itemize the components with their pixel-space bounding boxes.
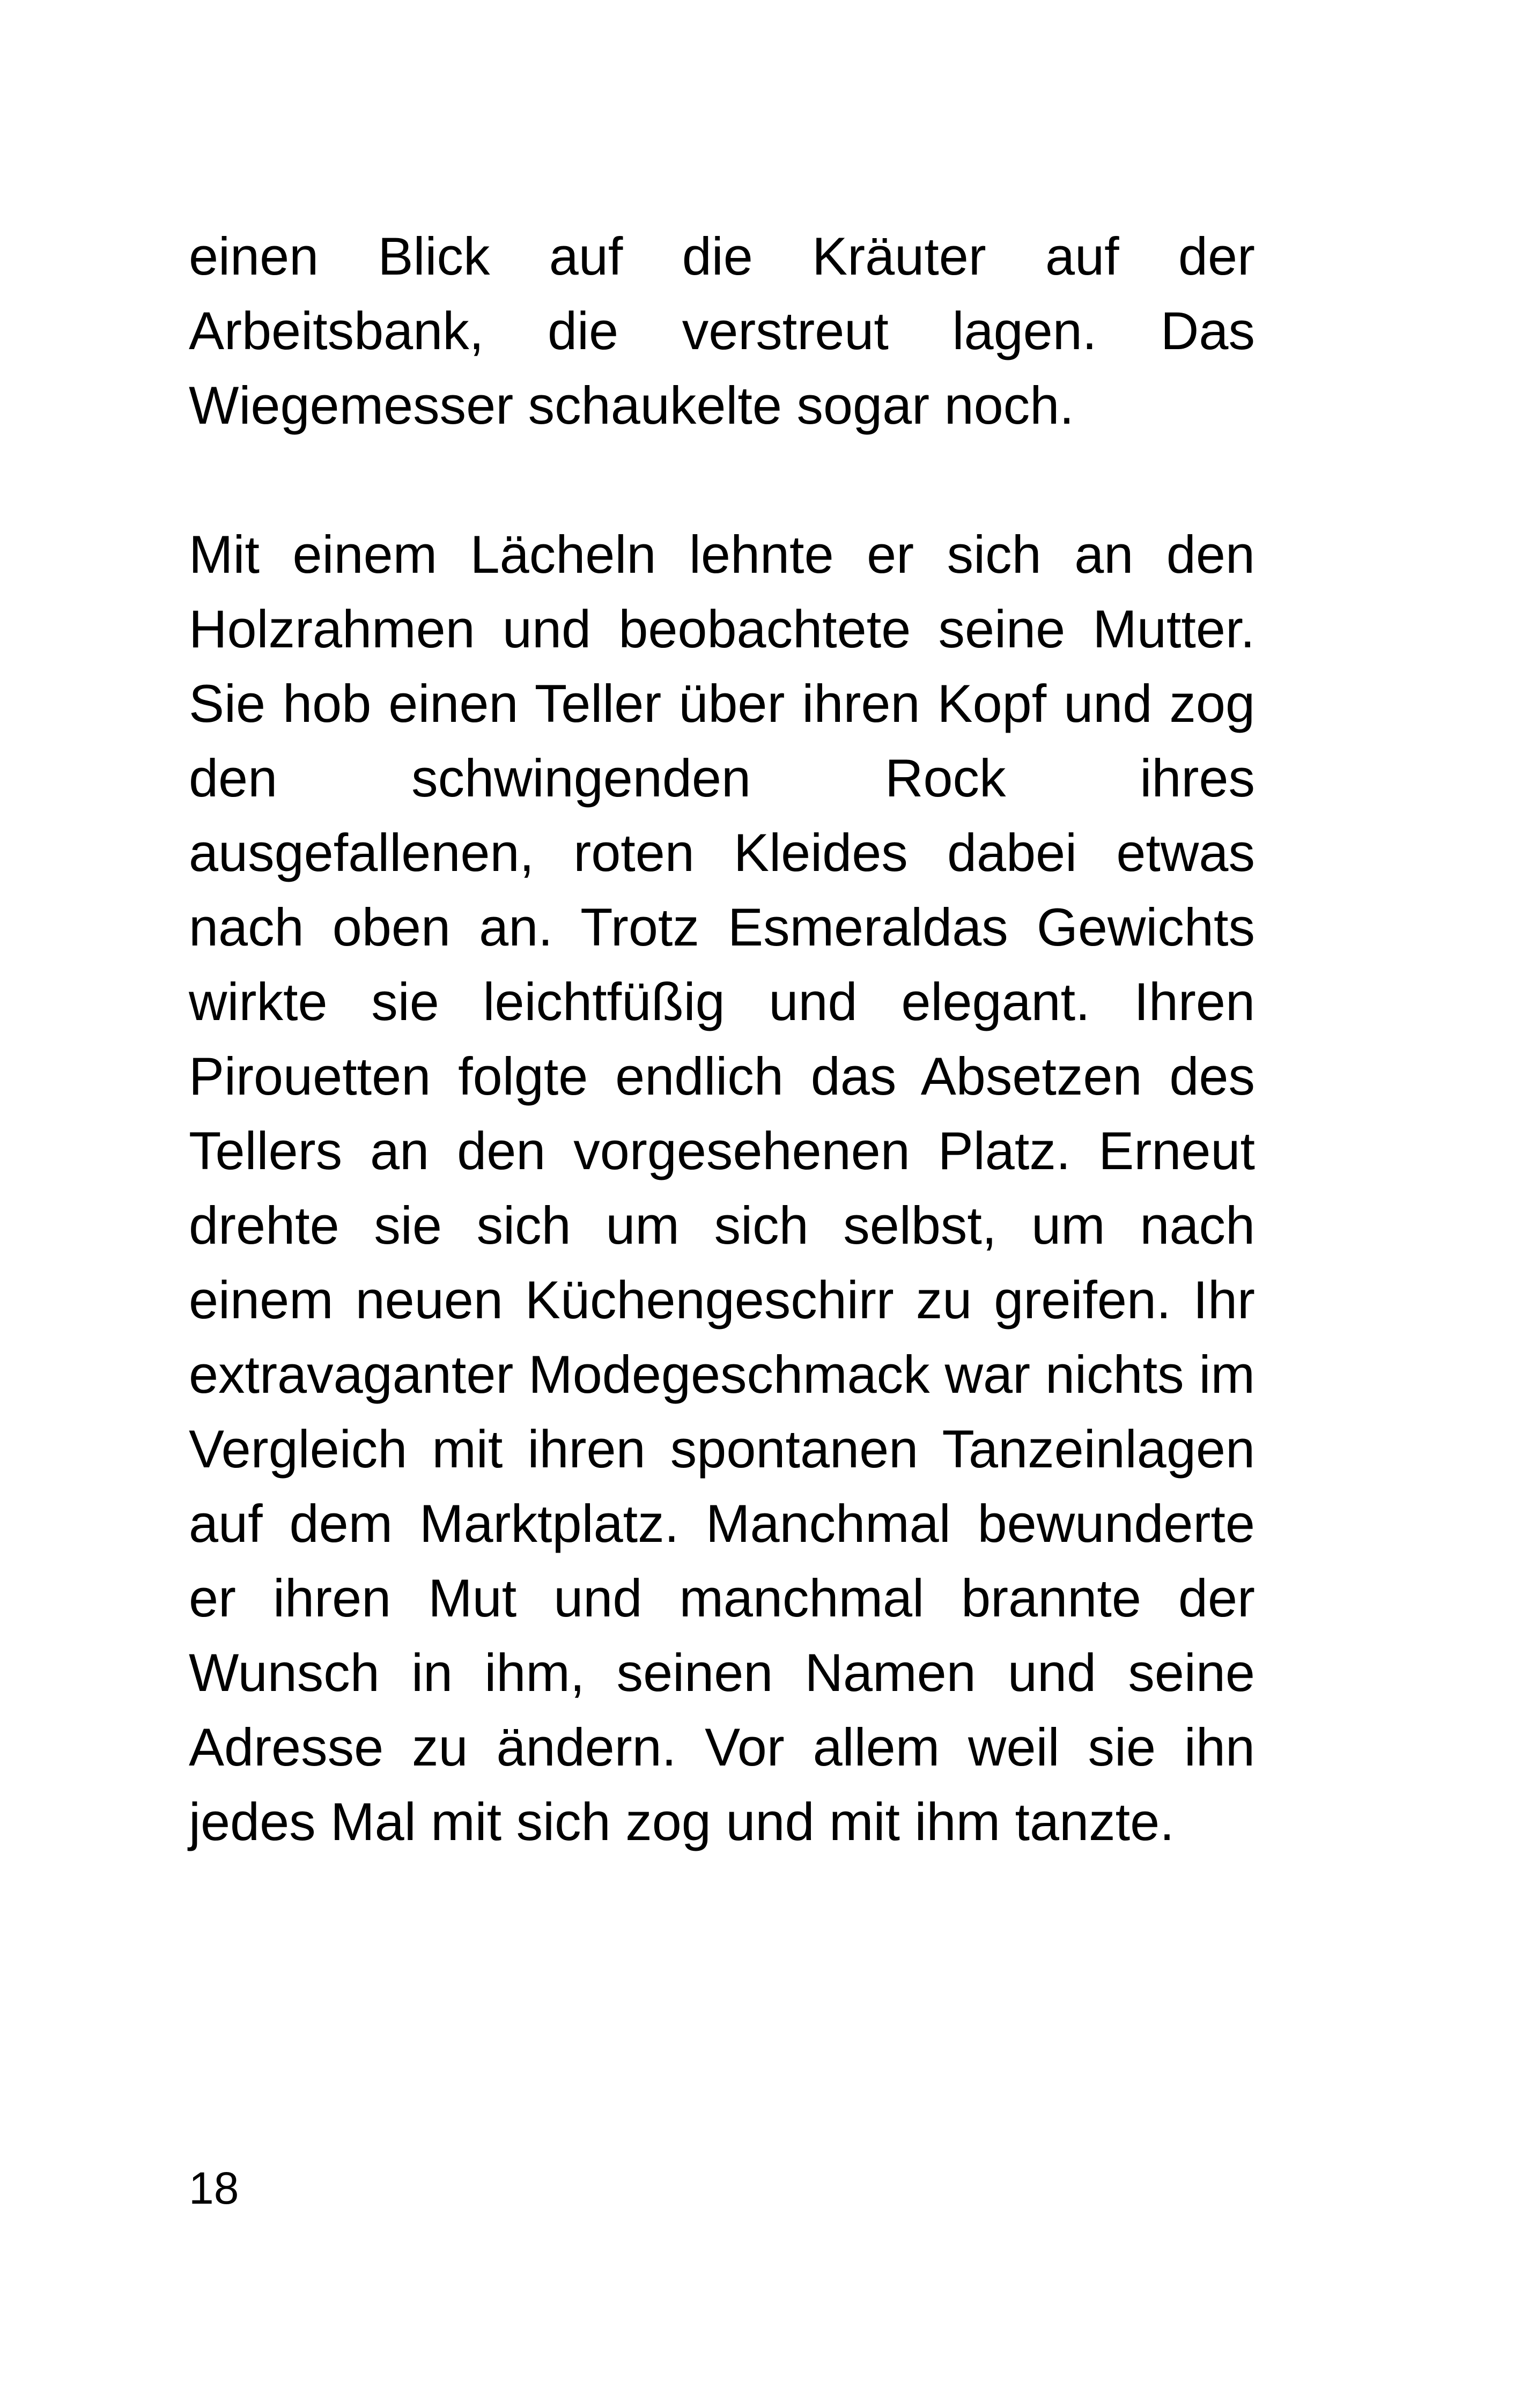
page-number: 18: [189, 2163, 239, 2213]
body-text: [189, 219, 1255, 1859]
paragraph-2: Mit einem Lächeln lehnte er sich an den Holzrahmen und beobachtete seine Mutter. Sie hob einen Teller über ihren Kopf und zog den schwingenden Rock ihres ausgefallenen, roten Kleides dabei etwas nach oben an. Trotz Esmeraldas Gewichts wirkte sie leichtfüßig und elegant. Ihren Pirouetten folgte endlich das Absetzen des Tellers an den vorgesehenen Platz. Erneut drehte sie sich um sich selbst, um nach einem neuen Küchengeschirr zu greifen. Ihr extravaganter Modegeschmack war nichts im Vergleich mit ihren spontanen Tanzeinlagen auf dem Marktplatz. Manchmal bewunderte er ihren Mut und manchmal brannte der Wunsch in ihm, seinen Namen und seine Adresse zu ändern. Vor allem weil sie ihn jedes Mal mit sich zog und mit ihm tanzte.: [189, 525, 1255, 1851]
paragraph-1: einen Blick auf die Kräuter auf der Arbeitsbank, die verstreut lagen. Das Wiegemesser schaukelte sogar noch.: [189, 226, 1255, 435]
